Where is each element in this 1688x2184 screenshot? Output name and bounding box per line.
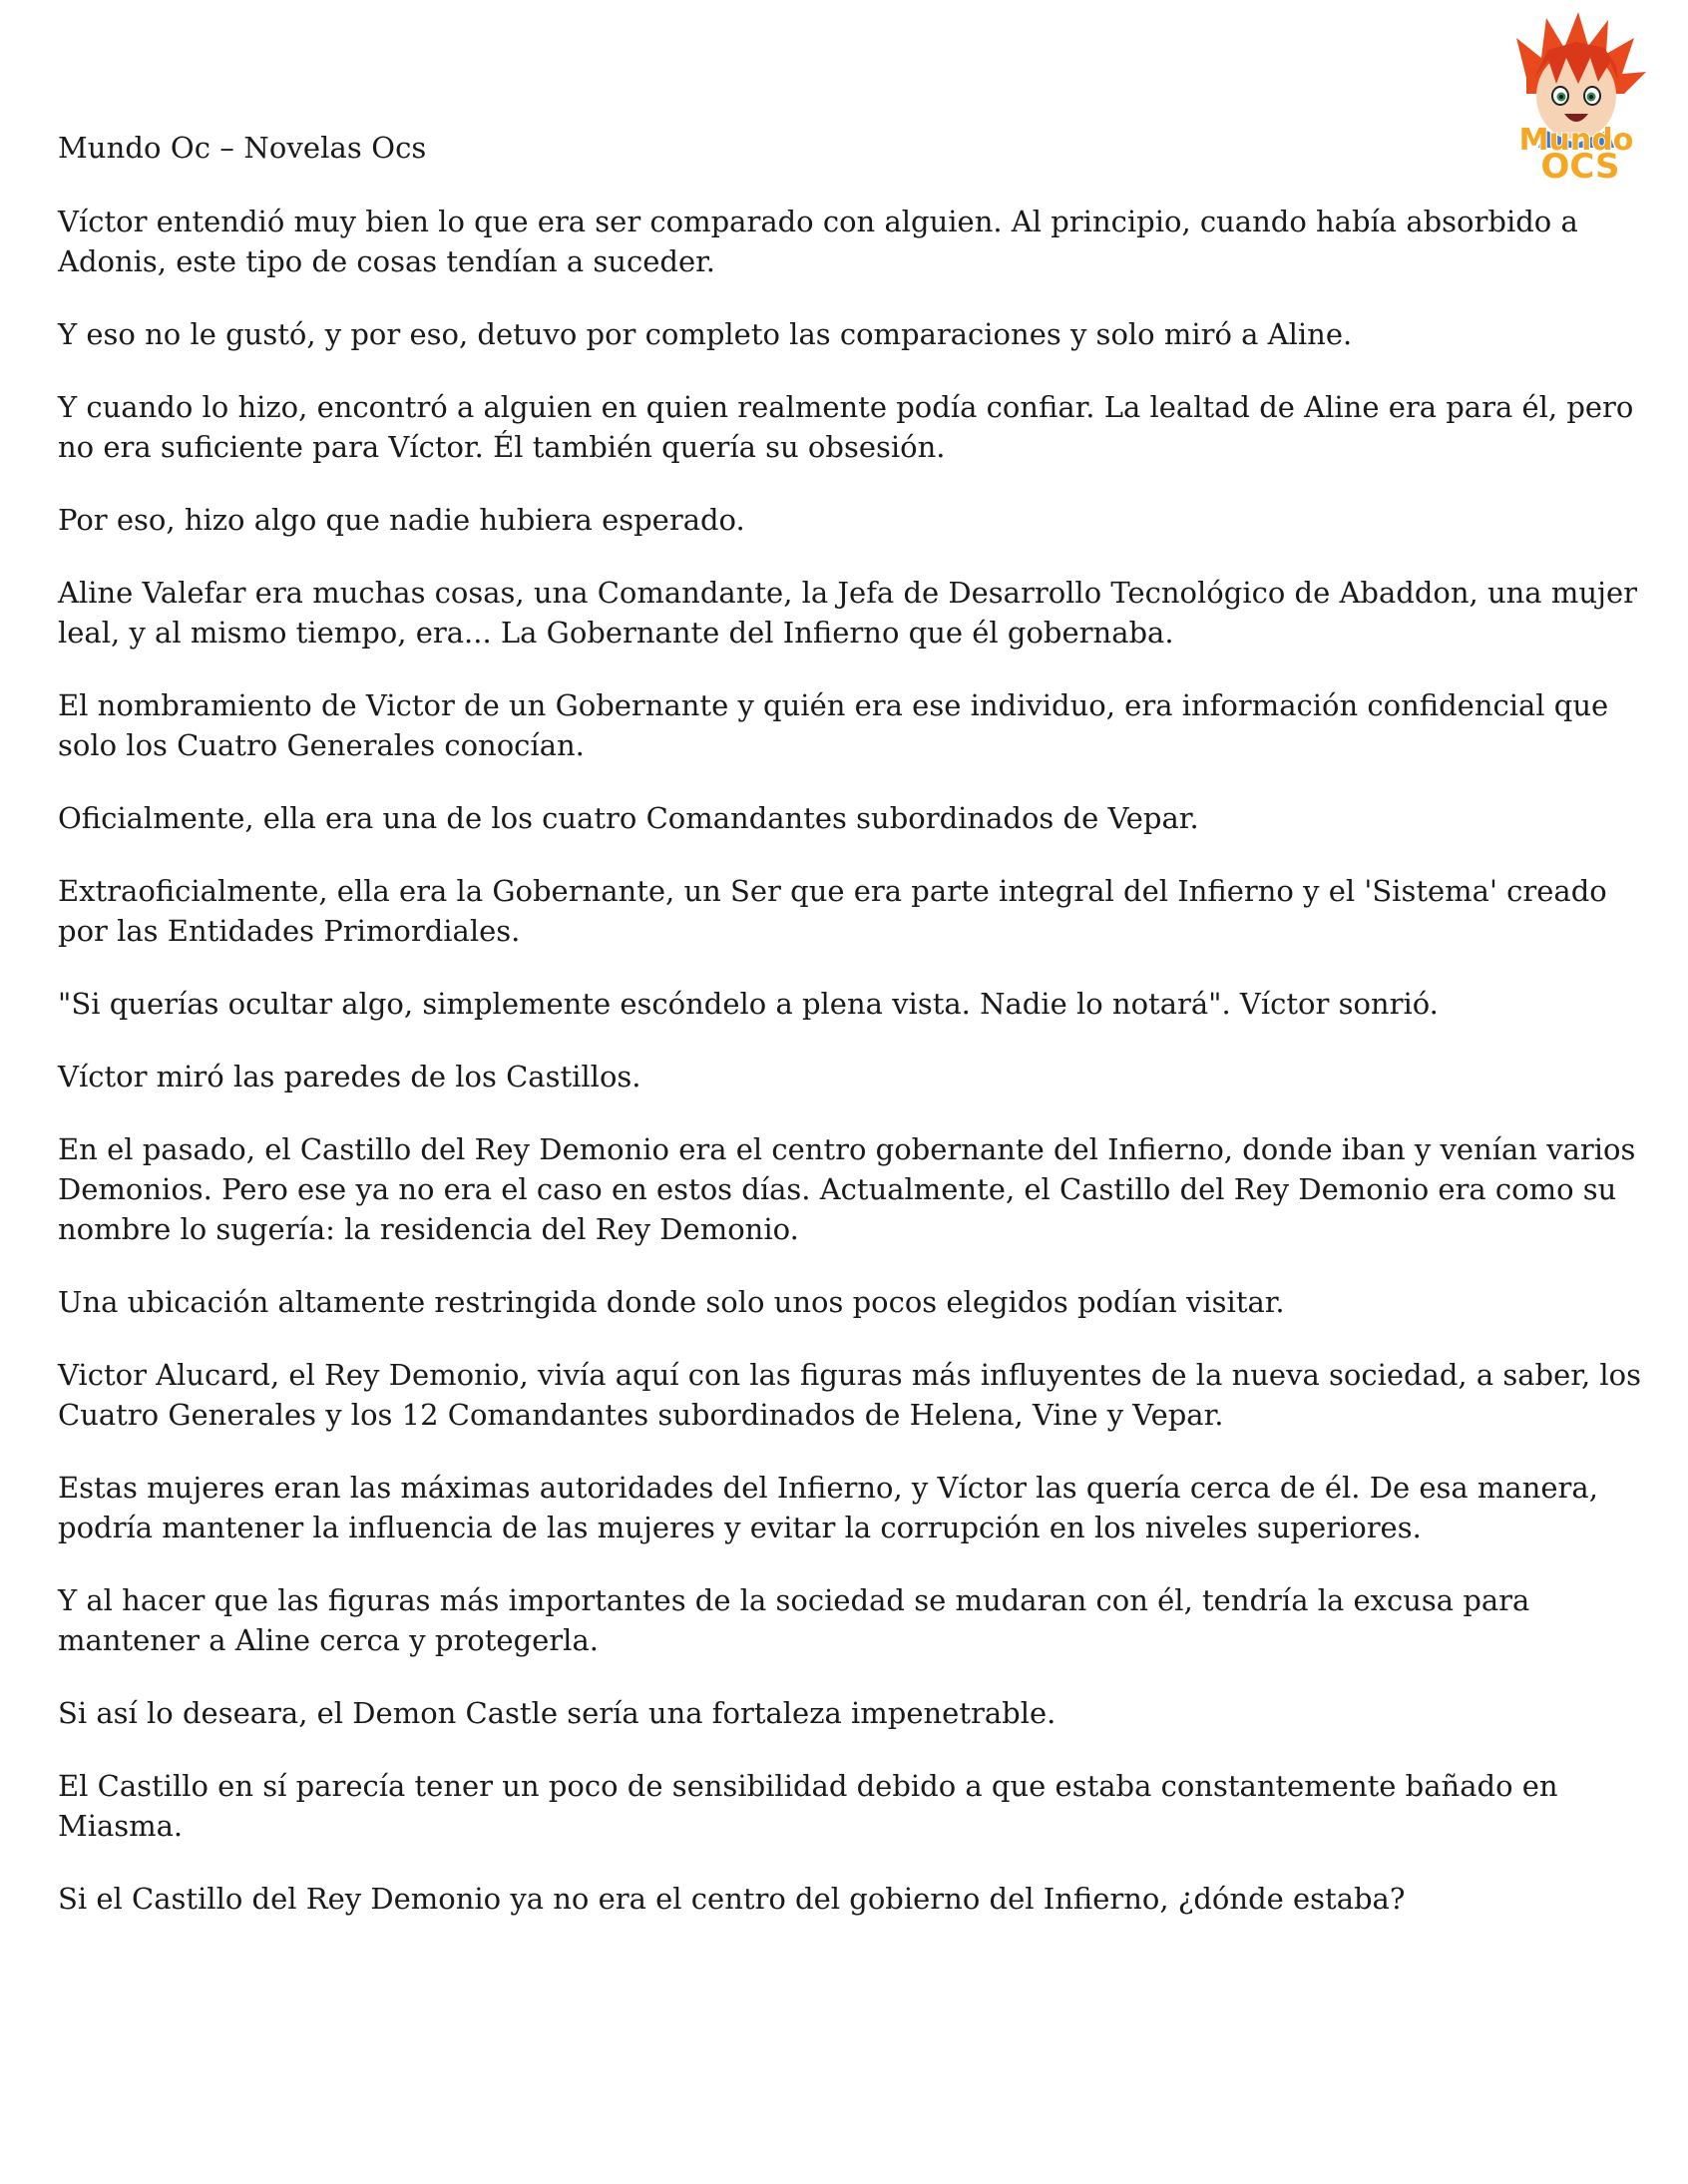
paragraph: El Castillo en sí parecía tener un poco de sensibilidad debido a que estaba constantemente bañado en Miasma.: [58, 1769, 1558, 1843]
logo-text-line2: OCS: [1540, 147, 1620, 183]
paragraph: "Si querías ocultar algo, simplemente escóndelo a plena vista. Nadie lo notará". Víctor sonrió.: [58, 987, 1439, 1021]
paragraph: Oficialmente, ella era una de los cuatro Comandantes subordinados de Vepar.: [58, 801, 1199, 835]
logo-text-line1: Mundo: [1518, 123, 1634, 158]
page-header: Mundo Oc – Novelas Ocs: [58, 131, 427, 165]
paragraph: Y al hacer que las figuras más importantes de la sociedad se mudaran con él, tendría la excusa para mantener a Aline cerca y protegerla.: [58, 1583, 1530, 1657]
paragraph: Aline Valefar era muchas cosas, una Comandante, la Jefa de Desarrollo Tecnológico de Abaddon, una mujer leal, y al mismo tiempo, era... La Gobernante del Infierno que él gobernaba.: [58, 576, 1638, 650]
paragraph: Y cuando lo hizo, encontró a alguien en quien realmente podía confiar. La lealtad de Aline era para él, pero no era suficiente para Víctor. Él también quería su obsesión.: [58, 390, 1634, 464]
paragraph: Una ubicación altamente restringida donde solo unos pocos elegidos podían visitar.: [58, 1285, 1285, 1319]
paragraph: Víctor entendió muy bien lo que era ser comparado con alguien. Al principio, cuando había absorbido a Adonis, este tipo de cosas tendían a suceder.: [58, 205, 1578, 278]
paragraph: En el pasado, el Castillo del Rey Demonio era el centro gobernante del Infierno, donde iban y venían varios Demonios. Pero ese ya no era el caso en estos días. Actualmente, el Castillo del Rey Demonio era como su nombre lo sugería: la residencia del Rey Demonio.: [58, 1132, 1636, 1246]
document-body: [58, 202, 1644, 1952]
mascot-logo-icon: [1486, 8, 1666, 183]
paragraph: Extraoficialmente, ella era la Gobernante, un Ser que era parte integral del Infierno y el 'Sistema' creado por las Entidades Primordiales.: [58, 874, 1607, 948]
paragraph: Estas mujeres eran las máximas autoridades del Infierno, y Víctor las quería cerca de él. De esa manera, podría mantener la influencia de las mujeres y evitar la corrupción en los niveles superiores.: [58, 1471, 1598, 1544]
paragraph: Víctor miró las paredes de los Castillos.: [58, 1060, 641, 1093]
paragraph: Victor Alucard, el Rey Demonio, vivía aquí con las figuras más influyentes de la nueva sociedad, a saber, los Cuatro Generales y los 12 Comandantes subordinados de Helena, Vine y Vepar.: [58, 1358, 1641, 1432]
paragraph: Si así lo deseara, el Demon Castle sería una fortaleza impenetrable.: [58, 1696, 1056, 1730]
paragraph: El nombramiento de Victor de un Gobernante y quién era ese individuo, era información confidencial que solo los Cuatro Generales conocían.: [58, 688, 1609, 762]
paragraph: Y eso no le gustó, y por eso, detuvo por completo las comparaciones y solo miró a Aline.: [58, 317, 1353, 351]
paragraph: Por eso, hizo algo que nadie hubiera esperado.: [58, 503, 745, 537]
paragraph: Si el Castillo del Rey Demonio ya no era el centro del gobierno del Infierno, ¿dónde estaba?: [58, 1882, 1406, 1916]
